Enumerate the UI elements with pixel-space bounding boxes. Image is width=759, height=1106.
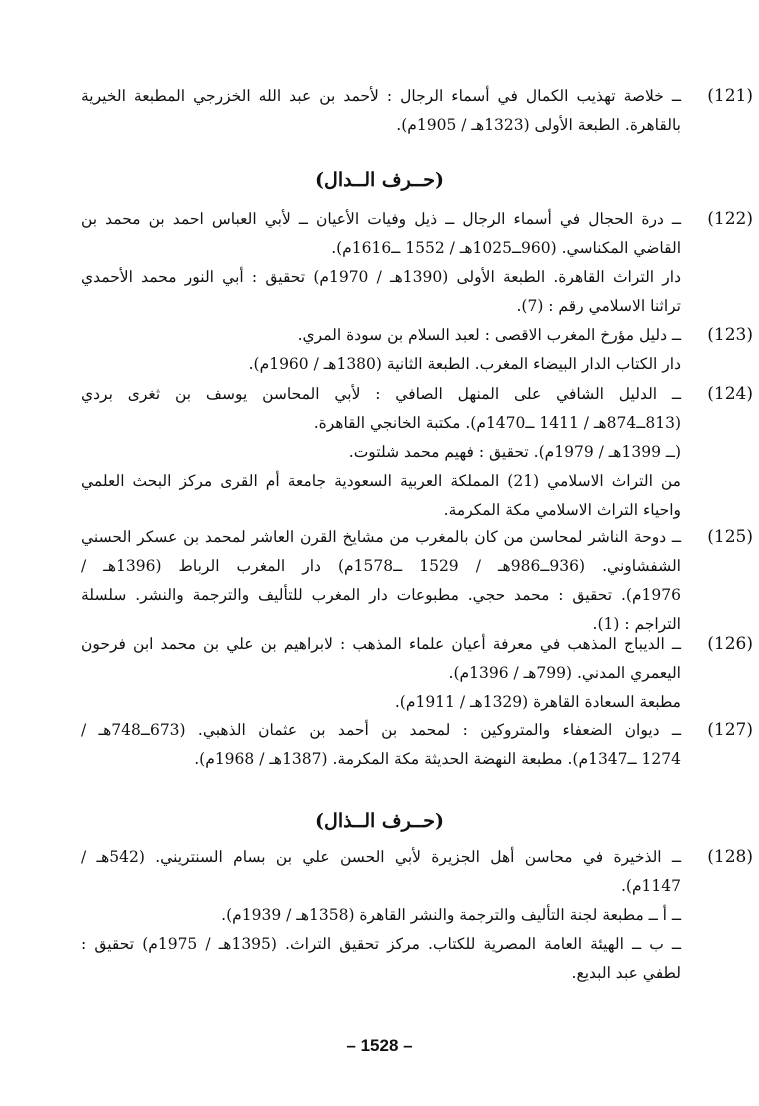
entry-line: واحياء التراث الاسلامي مكة المكرمة. (443, 501, 681, 519)
entry-line: (813ــ874هـ / 1411 ــ1470م). مكتبة الخانجي القاهرة. (313, 414, 681, 432)
entry-number: (126) (707, 634, 753, 654)
entry-126 (81, 630, 753, 717)
entry-line: ــ دليل مؤرخ المغرب الاقصى : لعبد السلام بن سودة المري. (297, 326, 681, 344)
entry-line: القاضي المكناسي. (960ــ1025هـ / 1552 ــ1616م). (331, 239, 681, 257)
entry-line: ــ أ ــ مطبعة لجنة التأليف والترجمة والنشر القاهرة (1358هـ / 1939م). (221, 906, 681, 924)
entry-number: (122) (707, 209, 753, 229)
entry-line: ــ الديباج المذهب في معرفة أعيان علماء المذهب : لابراهيم بن علي بن محمد ابن فرحون (81, 635, 681, 653)
entry-line: اليعمري المدني. (799هـ / 1396م). (448, 664, 681, 682)
entry-number: (127) (707, 720, 753, 740)
entry-number: (125) (707, 527, 753, 547)
entry-127 (81, 716, 753, 774)
entry-line: التراجم : (1). (592, 615, 681, 633)
entry-123 (81, 321, 753, 379)
entry-line: (ــ 1399هـ / 1979م). تحقيق : فهيم محمد شلتوت. (348, 443, 681, 461)
entry-line: ــ ديوان الضعفاء والمتروكين : لمحمد بن أحمد بن عثمان الذهبي. (673ــ748هـ / (81, 721, 681, 739)
entry-line: ــ درة الحجال في أسماء الرجال ــ ذيل وفيات الأعيان ــ لأبي العباس احمد بن محمد بن (81, 210, 681, 228)
section-heading-dhal: (حــرف الــذال) (315, 810, 444, 832)
entry-line: بالقاهرة. الطبعة الأولى (1323هـ / 1905م). (396, 116, 681, 134)
entry-line: 1147م). (620, 877, 681, 895)
entry-line: ــ الدليل الشافي على المنهل الصافي : لأبي المحاسن يوسف بن ثغرى بردي (81, 385, 681, 403)
entry-number: (124) (707, 384, 753, 404)
entry-line: تراثنا الاسلامي رقم : (7). (516, 297, 681, 315)
entry-121 (81, 82, 753, 140)
entry-number: (123) (707, 325, 753, 345)
entry-line: دار التراث القاهرة. الطبعة الأولى (1390هـ / 1970م) تحقيق : أبي النور محمد الأحمدي (81, 268, 682, 286)
entry-line: من التراث الاسلامي (21) المملكة العربية السعودية جامعة أم القرى مركز البحث العلمي (81, 472, 681, 490)
entry-number: (128) (707, 847, 753, 867)
entry-122 (81, 205, 753, 321)
entry-line: ــ الذخيرة في محاسن أهل الجزيرة لأبي الحسن علي بن بسام السنتريني. (542هـ / (81, 848, 681, 866)
entry-line: ــ ب ــ الهيئة العامة المصرية للكتاب. مركز تحقيق التراث. (1395هـ / 1975م) تحقيق : (81, 935, 682, 953)
entry-124 (81, 380, 753, 525)
page-number: – 1528 – (346, 1036, 413, 1055)
entry-line: ــ دوحة الناشر لمحاسن من كان بالمغرب من مشايخ القرن العاشر لمحمد بن عسكر الحسني (81, 528, 681, 546)
entry-line: 1976م). تحقيق : محمد حجي. مطبوعات دار المغرب للتأليف والترجمة والنشر. سلسلة (81, 586, 681, 604)
entry-line: لطفي عبد البديع. (571, 964, 681, 982)
entry-number: (121) (707, 86, 753, 106)
entry-line: مطبعة السعادة القاهرة (1329هـ / 1911م). (394, 693, 681, 711)
entry-line: 1274 ــ1347م). مطبعة النهضة الحديثة مكة المكرمة. (1387هـ / 1968م). (194, 750, 681, 768)
entry-125 (81, 523, 753, 639)
entry-line: ــ خلاصة تهذيب الكمال في أسماء الرجال : لأحمد بن عبد الله الخزرجي المطبعة الخيرية (81, 87, 681, 105)
entry-line: دار الكتاب الدار البيضاء المغرب. الطبعة الثانية (1380هـ / 1960م). (248, 355, 681, 373)
entry-128 (81, 843, 753, 988)
entry-line: الشفشاوني. (936ــ986هـ / 1529 ــ1578م) دار المغرب الرباط (1396هـ / (81, 557, 681, 575)
section-heading-dal: (حــرف الــدال) (315, 169, 444, 191)
